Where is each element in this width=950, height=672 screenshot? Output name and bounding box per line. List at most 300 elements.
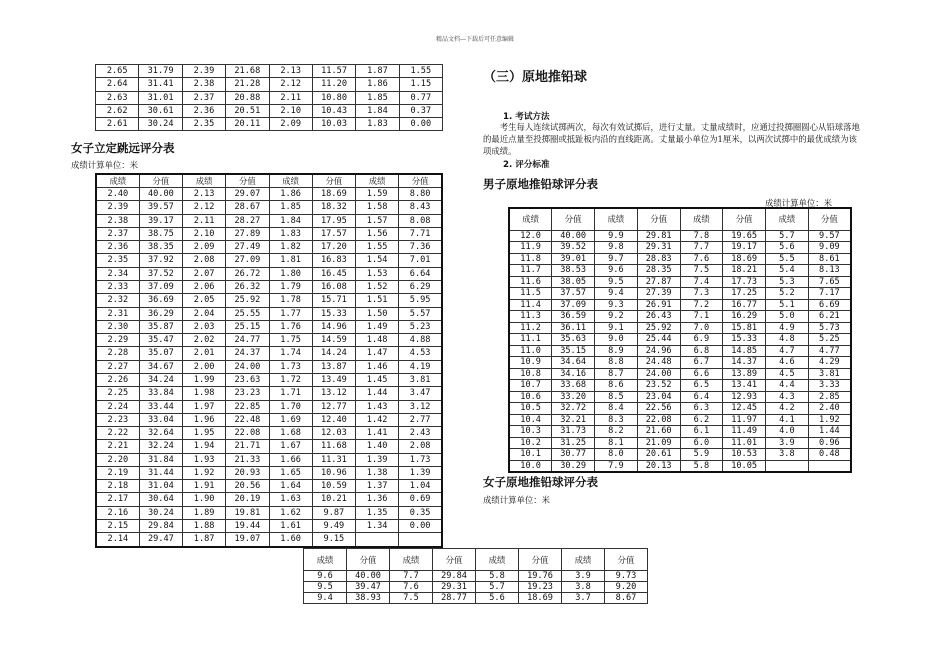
table-cell: 0.35 xyxy=(399,506,442,519)
table-cell: 11.31 xyxy=(312,453,355,466)
table-cell: 1.73 xyxy=(399,453,442,466)
table-cell: 24.00 xyxy=(637,368,680,380)
table-cell: 28.67 xyxy=(226,201,269,214)
table-cell: 31.44 xyxy=(139,466,182,479)
table-row xyxy=(96,91,443,104)
table-cell: 25.92 xyxy=(637,322,680,334)
column-header: 成绩 xyxy=(680,208,723,230)
table-row xyxy=(96,520,442,533)
table-cell: 30.77 xyxy=(552,449,595,461)
table-cell: 23.52 xyxy=(637,380,680,392)
table-cell: 16.08 xyxy=(312,280,355,293)
male-shot-score-table xyxy=(508,207,852,473)
table-cell: 19.07 xyxy=(226,533,269,547)
table-cell: 36.29 xyxy=(139,307,182,320)
table-cell: 10.03 xyxy=(312,118,355,131)
table-cell: 30.29 xyxy=(552,460,595,472)
table-cell: 1.73 xyxy=(269,360,312,373)
table-row xyxy=(96,440,442,453)
table-cell: 10.3 xyxy=(509,426,552,438)
column-header: 分值 xyxy=(226,174,269,188)
table-cell: 7.1 xyxy=(680,311,723,323)
table-cell: 1.99 xyxy=(183,373,226,386)
table-cell: 2.18 xyxy=(96,480,139,493)
table-cell: 27.39 xyxy=(637,288,680,300)
table-cell: 27.87 xyxy=(637,276,680,288)
table-cell: 5.23 xyxy=(399,320,442,333)
table-cell: 2.27 xyxy=(96,360,139,373)
table-cell: 11.20 xyxy=(312,78,355,91)
table-cell: 29.31 xyxy=(433,582,476,593)
table-row xyxy=(509,380,851,392)
table-cell: 29.84 xyxy=(139,520,182,533)
table-cell: 33.20 xyxy=(552,391,595,403)
table-cell: 1.80 xyxy=(269,267,312,280)
table-cell: 6.5 xyxy=(680,380,723,392)
table-cell: 2.34 xyxy=(96,267,139,280)
table-row xyxy=(96,493,442,506)
table-cell: 4.53 xyxy=(399,347,442,360)
table-cell: 36.69 xyxy=(139,294,182,307)
table-cell: 22.85 xyxy=(226,400,269,413)
table-cell: 7.36 xyxy=(399,241,442,254)
table-cell: 38.35 xyxy=(139,241,182,254)
table-cell: 1.39 xyxy=(399,466,442,479)
table-cell: 1.49 xyxy=(356,320,399,333)
table-cell: 21.28 xyxy=(226,78,269,91)
table-cell: 35.07 xyxy=(139,347,182,360)
table-row xyxy=(509,242,851,254)
table-cell: 6.29 xyxy=(399,280,442,293)
table-cell: 8.5 xyxy=(595,391,638,403)
table-row xyxy=(96,280,442,293)
table-cell: 3.47 xyxy=(399,387,442,400)
table-cell: 9.6 xyxy=(304,571,347,582)
table-cell: 1.90 xyxy=(183,493,226,506)
table-cell: 23.63 xyxy=(226,373,269,386)
table-cell: 36.11 xyxy=(552,322,595,334)
table-cell: 2.25 xyxy=(96,387,139,400)
table-row xyxy=(509,322,851,334)
table-cell: 1.78 xyxy=(269,294,312,307)
table-cell: 12.40 xyxy=(312,413,355,426)
table-cell: 17.73 xyxy=(723,276,766,288)
table-cell: 4.5 xyxy=(766,368,809,380)
table-cell: 1.98 xyxy=(183,387,226,400)
table-cell: 33.84 xyxy=(139,387,182,400)
table-row xyxy=(509,357,851,369)
table-cell: 24.37 xyxy=(226,347,269,360)
table-cell: 1.45 xyxy=(356,373,399,386)
table-cell: 2.20 xyxy=(96,453,139,466)
table-cell: 9.2 xyxy=(595,311,638,323)
table-cell: 10.96 xyxy=(312,466,355,479)
table-cell: 8.2 xyxy=(595,426,638,438)
table-cell: 25.44 xyxy=(637,334,680,346)
table-cell: 2.08 xyxy=(399,440,442,453)
table-cell: 16.77 xyxy=(723,299,766,311)
table-cell: 19.81 xyxy=(226,506,269,519)
table-cell: 1.54 xyxy=(356,254,399,267)
table-cell: 11.2 xyxy=(509,322,552,334)
table-cell: 35.47 xyxy=(139,334,182,347)
table-cell: 10.0 xyxy=(509,460,552,472)
table-row xyxy=(509,334,851,346)
table-cell: 1.83 xyxy=(269,227,312,240)
table-cell: 9.57 xyxy=(808,230,851,242)
table-cell: 1.58 xyxy=(356,201,399,214)
table-cell: 9.1 xyxy=(595,322,638,334)
table-cell: 31.79 xyxy=(139,65,182,78)
table-cell: 12.03 xyxy=(312,427,355,440)
table-cell: 15.33 xyxy=(723,334,766,346)
table-cell: 28.77 xyxy=(433,593,476,604)
table-cell: 32.24 xyxy=(139,440,182,453)
table-cell: 2.43 xyxy=(399,427,442,440)
table-cell: 12.45 xyxy=(723,403,766,415)
table-cell: 9.5 xyxy=(595,276,638,288)
table-cell: 1.71 xyxy=(269,387,312,400)
table-row xyxy=(96,427,442,440)
table-cell: 18.69 xyxy=(723,253,766,265)
table-cell: 4.3 xyxy=(766,391,809,403)
column-header: 成绩 xyxy=(304,549,347,571)
table-cell: 25.15 xyxy=(226,320,269,333)
table-cell: 7.01 xyxy=(399,254,442,267)
table-cell: 21.09 xyxy=(637,437,680,449)
table-header-row xyxy=(304,549,648,571)
table-row xyxy=(509,449,851,461)
table-row xyxy=(509,253,851,265)
table-cell: 6.21 xyxy=(808,311,851,323)
table-cell: 14.85 xyxy=(723,345,766,357)
table-cell: 1.56 xyxy=(356,227,399,240)
table-cell: 29.31 xyxy=(637,242,680,254)
table-cell: 2.65 xyxy=(96,65,139,78)
table-cell: 5.5 xyxy=(766,253,809,265)
table-cell: 1.91 xyxy=(183,480,226,493)
table-cell: 0.00 xyxy=(399,118,442,131)
table-row xyxy=(96,254,442,267)
table-cell: 7.3 xyxy=(680,288,723,300)
table-cell: 11.97 xyxy=(723,414,766,426)
column-header: 分值 xyxy=(552,208,595,230)
table-cell: 20.51 xyxy=(226,104,269,117)
table-cell: 1.55 xyxy=(399,65,442,78)
table-cell: 4.19 xyxy=(399,360,442,373)
table-cell: 39.17 xyxy=(139,214,182,227)
table-cell: 7.6 xyxy=(680,253,723,265)
table-cell: 3.9 xyxy=(766,437,809,449)
table-cell: 2.32 xyxy=(96,294,139,307)
table-cell: 5.7 xyxy=(766,230,809,242)
table-row xyxy=(509,345,851,357)
table-cell: 1.88 xyxy=(183,520,226,533)
table-cell: 11.9 xyxy=(509,242,552,254)
table-cell: 2.85 xyxy=(808,391,851,403)
table-cell: 7.71 xyxy=(399,227,442,240)
table-cell: 1.92 xyxy=(183,466,226,479)
table-cell: 9.4 xyxy=(595,288,638,300)
table-cell: 1.52 xyxy=(356,280,399,293)
table-cell: 8.7 xyxy=(595,368,638,380)
table-cell: 10.8 xyxy=(509,368,552,380)
table-row xyxy=(96,118,443,131)
table-cell: 5.57 xyxy=(399,307,442,320)
table-cell: 2.35 xyxy=(182,118,225,131)
table-cell: 1.81 xyxy=(269,254,312,267)
table-cell: 1.82 xyxy=(269,241,312,254)
table-cell: 6.0 xyxy=(680,437,723,449)
table-cell: 9.15 xyxy=(312,533,355,547)
table-cell: 37.09 xyxy=(552,299,595,311)
table-cell: 13.41 xyxy=(723,380,766,392)
table-cell: 16.83 xyxy=(312,254,355,267)
table-cell: 2.02 xyxy=(183,334,226,347)
table-row xyxy=(304,571,648,582)
table-cell: 1.86 xyxy=(356,78,399,91)
table-cell: 31.41 xyxy=(139,78,182,91)
table-cell: 10.80 xyxy=(312,91,355,104)
table-cell: 4.1 xyxy=(766,414,809,426)
table-cell: 35.63 xyxy=(552,334,595,346)
table-cell: 26.72 xyxy=(226,267,269,280)
table-cell: 19.17 xyxy=(723,242,766,254)
table-cell: 9.73 xyxy=(605,571,648,582)
table-cell: 28.35 xyxy=(637,265,680,277)
table-cell: 19.23 xyxy=(519,582,562,593)
table-cell: 10.05 xyxy=(723,460,766,472)
table-cell: 14.59 xyxy=(312,334,355,347)
table-row xyxy=(96,533,442,547)
table-cell: 8.80 xyxy=(399,188,442,201)
table-cell: 2.21 xyxy=(96,440,139,453)
table-cell: 10.43 xyxy=(312,104,355,117)
table-cell: 39.52 xyxy=(552,242,595,254)
table-cell: 8.6 xyxy=(595,380,638,392)
table-cell: 4.2 xyxy=(766,403,809,415)
table-cell: 6.2 xyxy=(680,414,723,426)
column-header: 成绩 xyxy=(766,208,809,230)
table-row xyxy=(96,360,442,373)
table-row xyxy=(96,65,443,78)
table-cell: 6.69 xyxy=(808,299,851,311)
table-cell: 26.91 xyxy=(637,299,680,311)
table-row xyxy=(96,227,442,240)
table-cell: 18.69 xyxy=(519,593,562,604)
table-cell: 3.9 xyxy=(562,571,605,582)
table-cell: 21.68 xyxy=(226,65,269,78)
table-cell: 1.48 xyxy=(356,334,399,347)
table-cell: 11.68 xyxy=(312,440,355,453)
table-cell: 11.57 xyxy=(312,65,355,78)
table-cell: 1.34 xyxy=(356,520,399,533)
table-cell: 6.4 xyxy=(680,391,723,403)
table-cell: 3.33 xyxy=(808,380,851,392)
table-cell: 32.64 xyxy=(139,427,182,440)
table-cell: 1.86 xyxy=(269,188,312,201)
table-cell: 11.4 xyxy=(509,299,552,311)
table-cell: 33.44 xyxy=(139,400,182,413)
table-cell: 2.12 xyxy=(183,201,226,214)
table-cell: 9.7 xyxy=(595,253,638,265)
table-cell: 1.83 xyxy=(356,118,399,131)
female-jump-score-table xyxy=(95,173,443,548)
table-cell: 8.3 xyxy=(595,414,638,426)
table-row xyxy=(96,307,442,320)
table-cell: 1.44 xyxy=(356,387,399,400)
table-cell: 9.3 xyxy=(595,299,638,311)
table-cell: 28.27 xyxy=(226,214,269,227)
table-cell: 14.37 xyxy=(723,357,766,369)
table-cell: 33.04 xyxy=(139,413,182,426)
column-header: 分值 xyxy=(637,208,680,230)
table-cell: 20.61 xyxy=(637,449,680,461)
standard-heading: 2. 评分标准 xyxy=(503,160,550,170)
table-row xyxy=(96,241,442,254)
table-cell: 1.94 xyxy=(183,440,226,453)
table-cell: 5.73 xyxy=(808,322,851,334)
table-row xyxy=(96,480,442,493)
table-row xyxy=(509,265,851,277)
table-cell: 1.65 xyxy=(269,466,312,479)
table-cell: 12.77 xyxy=(312,400,355,413)
table-cell: 1.64 xyxy=(269,480,312,493)
table-cell: 6.64 xyxy=(399,267,442,280)
table-cell: 1.47 xyxy=(356,347,399,360)
table-cell: 1.75 xyxy=(269,334,312,347)
table-cell: 3.8 xyxy=(562,582,605,593)
table-cell: 37.52 xyxy=(139,267,182,280)
table-cell: 34.24 xyxy=(139,373,182,386)
table-cell: 13.87 xyxy=(312,360,355,373)
table-cell: 18.21 xyxy=(723,265,766,277)
female-jump-unit: 成绩计算单位：米 xyxy=(71,160,138,170)
table-cell: 13.12 xyxy=(312,387,355,400)
column-header: 成绩 xyxy=(595,208,638,230)
table-row xyxy=(96,466,442,479)
table-cell: 1.77 xyxy=(269,307,312,320)
table-cell: 5.2 xyxy=(766,288,809,300)
table-cell: 1.46 xyxy=(356,360,399,373)
table-row xyxy=(304,593,648,604)
table-cell: 30.24 xyxy=(139,118,182,131)
table-cell: 34.16 xyxy=(552,368,595,380)
table-cell: 37.09 xyxy=(139,280,182,293)
table-cell: 5.0 xyxy=(766,311,809,323)
table-cell: 0.77 xyxy=(399,91,442,104)
table-cell: 1.69 xyxy=(269,413,312,426)
table-cell: 9.9 xyxy=(595,230,638,242)
table-row xyxy=(96,453,442,466)
table-cell: 1.84 xyxy=(269,214,312,227)
table-cell: 2.01 xyxy=(183,347,226,360)
table-cell: 22.08 xyxy=(637,414,680,426)
table-cell: 16.45 xyxy=(312,267,355,280)
table-cell: 34.64 xyxy=(552,357,595,369)
table-cell: 4.29 xyxy=(808,357,851,369)
table-cell: 22.08 xyxy=(226,427,269,440)
table-cell: 35.15 xyxy=(552,345,595,357)
table-cell: 7.0 xyxy=(680,322,723,334)
table-cell: 17.95 xyxy=(312,214,355,227)
table-cell: 22.48 xyxy=(226,413,269,426)
table-row xyxy=(96,347,442,360)
table-cell: 31.04 xyxy=(139,480,182,493)
column-header: 成绩 xyxy=(356,174,399,188)
table-cell: 2.08 xyxy=(183,254,226,267)
column-header: 分值 xyxy=(347,549,390,571)
table-cell: 11.49 xyxy=(723,426,766,438)
table-cell: 6.9 xyxy=(680,334,723,346)
table-row xyxy=(509,414,851,426)
table-cell: 1.79 xyxy=(269,280,312,293)
table-cell: 2.33 xyxy=(96,280,139,293)
table-cell: 6.1 xyxy=(680,426,723,438)
table-cell: 40.00 xyxy=(139,188,182,201)
table-cell: 1.36 xyxy=(356,493,399,506)
table-cell: 1.63 xyxy=(269,493,312,506)
table-cell: 2.10 xyxy=(269,104,312,117)
table-row xyxy=(509,437,851,449)
table-cell: 39.01 xyxy=(552,253,595,265)
table-cell: 4.0 xyxy=(766,426,809,438)
column-header: 分值 xyxy=(808,208,851,230)
table-cell: 2.04 xyxy=(183,307,226,320)
table-cell: 7.5 xyxy=(390,593,433,604)
table-cell xyxy=(808,460,851,472)
table-cell: 17.57 xyxy=(312,227,355,240)
table-cell: 5.6 xyxy=(476,593,519,604)
table-cell: 40.00 xyxy=(552,230,595,242)
table-cell xyxy=(766,460,809,472)
table-row xyxy=(509,311,851,323)
table-cell: 0.96 xyxy=(808,437,851,449)
table-cell: 10.59 xyxy=(312,480,355,493)
table-cell: 23.04 xyxy=(637,391,680,403)
table-row xyxy=(96,294,442,307)
table-cell: 2.40 xyxy=(96,188,139,201)
table-cell xyxy=(399,533,442,547)
table-cell: 1.89 xyxy=(183,506,226,519)
table-cell: 29.07 xyxy=(226,188,269,201)
table-row xyxy=(509,276,851,288)
table-cell: 30.24 xyxy=(139,506,182,519)
table-cell: 29.84 xyxy=(433,571,476,582)
table-cell: 38.05 xyxy=(552,276,595,288)
table-cell: 2.12 xyxy=(269,78,312,91)
table-cell: 2.39 xyxy=(96,201,139,214)
column-header: 成绩 xyxy=(96,174,139,188)
table-cell: 4.8 xyxy=(766,334,809,346)
table-cell: 10.5 xyxy=(509,403,552,415)
table-cell: 10.9 xyxy=(509,357,552,369)
table-cell: 17.25 xyxy=(723,288,766,300)
table-cell: 20.56 xyxy=(226,480,269,493)
table-cell: 1.87 xyxy=(356,65,399,78)
table-cell: 2.29 xyxy=(96,334,139,347)
column-header: 成绩 xyxy=(390,549,433,571)
male-shot-unit: 成绩计算单位：米 xyxy=(765,198,832,208)
table-cell: 1.68 xyxy=(269,427,312,440)
table-cell: 1.55 xyxy=(356,241,399,254)
table-cell: 37.57 xyxy=(552,288,595,300)
table-cell: 16.29 xyxy=(723,311,766,323)
table-cell: 1.39 xyxy=(356,453,399,466)
table-cell: 31.84 xyxy=(139,453,182,466)
table-cell: 2.06 xyxy=(183,280,226,293)
table-cell: 11.5 xyxy=(509,288,552,300)
